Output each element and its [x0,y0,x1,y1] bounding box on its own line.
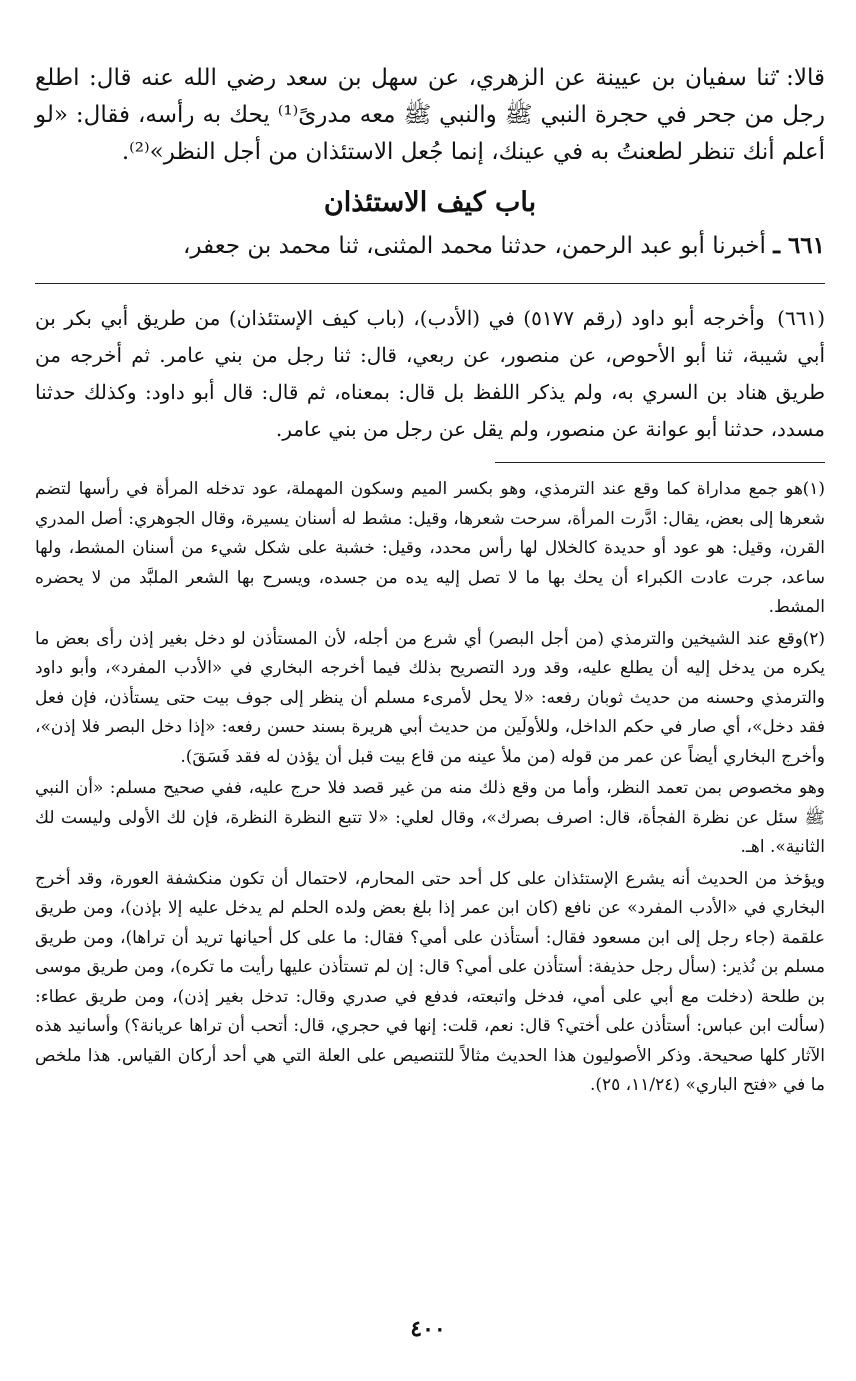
hadith-line [35,227,825,265]
footnote-1-text: هو جمع مداراة كما وقع عند الترمذي، وهو بكسر الميم وسكون المهملة، عود تدخله المرأة في رأسها لتضم شعرها إلى بعض، يقال: ادَّرت المرأة، سرحت شعرها، وقيل: مشط له أسنان يسيرة، وقال الجوهري: أصل المدري القرن، وقيل: هو عود أو حديدة كالخلال لها رأس محدد، وقيل: خشبة على شكل شيء من أسنان المشط، ولها ساعد، جرت عادت الكبراء أن يحك بها ما لا تصل إليه يده من جسده، ويسرح بها الشعر الملبَّد من لا يحضره المشط. [35,479,825,617]
chapter-title: باب كيف الاستئذان [323,187,537,218]
footnote-1-label: (١) [802,479,825,499]
section-divider [35,283,825,284]
footnote-2 [35,625,825,773]
footnote-2-text: وقع عند الشيخين والترمذي (من أجل البصر) أي شرع من أجله، لأن المستأذن لو دخل بغير إذن رأى بعض ما يكره من يدخل إليه أن يطلع عليه، وقد ورد التصريح بذلك فيما أخرجه البخاري في «الأدب المفرد»، وأبو داود والترمذي وحسنه من حديث ثوبان رفعه: «لا يحل لأمرىء مسلم أن ينظر إلى جوف بيت حتى يستأذن، فإن فعل فقد دخل»، أي صار في حكم الداخل، وللأولَين من حديث أبي هريرة بسند حسن رفعه: «إذا دخل البصر فلا إذن»، وأخرج البخاري أيضاً عن عمر من قوله (من ملأ عينه من قاع بيت قبل أن يؤذن له فقد فَسَقَ). [35,628,825,767]
hadith-text: أخبرنا أبو عبد الرحمن، حدثنا محمد المثنى، ثنا محمد بن جعفر، [182,233,766,259]
footnote-2-paragraph-2: وهو مخصوص بمن تعمد النظر، وأما من وقع ذلك منه من غير قصد فلا حرج عليه، ففي صحيح مسلم: «أن النبي ﷺ سئل عن نظرة الفجأة، قال: اصرف بصرك»، وقال لعلي: «لا تتبع النظرة النظرة، فإن لك الأولى وليست لك الثانية». اهـ. [35,778,825,857]
page-number: ٤٠٠ [410,1316,446,1342]
takhrij-note [35,300,825,448]
hadith-number: ٦٦١ ـ [773,232,825,259]
footnote-2-label: (٢) [802,628,825,649]
takhrij-text: وأخرجه أبو داود (رقم ٥١٧٧) في (الأدب)، (باب كيف الإستئذان) من طريق أبي بكر بن أبي شيبة، ثنا أبو الأحوص، عن منصور، عن ربعي، قال: ثنا رجل من بني عامر. ثم أخرجه من طريق هناد بن السري به، ولم يذكر اللفظ بل قال: بمعناه، ثم قال: قال أبو داود: وكذلك حدثنا مسدد، حدثنا أبو عوانة عن منصور، ولم يقل عن رجل من بني عامر. [35,306,825,441]
footnote-divider [495,462,825,463]
takhrij-ref-number: (٦٦١) [777,306,825,330]
footnote-2-paragraph-3: ويؤخذ من الحديث أنه يشرع الإستئذان على كل أحد حتى المحارم، لاحتمال أن تكون منكشفة العورة، وقد أخرج البخاري في «الأدب المفرد» عن نافع (كان ابن عمر إذا بلغ بعض ولده الحلم لم يدخل عليه إلا بإذن)، ومن طريق علقمة (جاء رجل إلى ابن مسعود فقال: أستأذن على أمي؟ فقال: ما على كل أحيانها تريد أن تراها)، ومن طريق مسلم بن نُذير: (سأل رجل حذيفة: أستأذن على أمي؟ قال: إن لم تستأذن عليها رأيت ما تكره)، ومن طريق موسى بن طلحة (دخلت مع أبي على أمي، فدخل واتبعته، فدفع في صدري وقال: تدخل بغير إذن)، ومن طريق عطاء: (سألت ابن عباس: أستأذن على أختي؟ قال: نعم، قلت: إنها في حجري، قال: أتحب أن تراها عريانة؟) وأسانيد هذه الآثار كلها صحيحة. وذكر الأصوليون هذا الحديث مثالاً للتنصيص على العلة التي هي أحد أركان القياس. هذا ملخص ما في «فتح الباري» (١١/٢٤، ٢٥). [35,868,825,1095]
footnote-1 [35,475,825,623]
footnote-divider-wrap [35,448,825,463]
book-page [35,60,825,1101]
footnotes [35,475,825,1101]
main-paragraph: قالا: ثنا سفيان بن عيينة عن الزهري، عن سهل بن سعد رضي الله عنه قال: اطلع رجل من جحر في حجرة النبي ﷺ والنبي ﷺ معه مدرىً⁽¹⁾ يحك به رأسه، فقال: «لو أعلم أنك تنظر لطعنتُ به في عينك، إنما جُعل الاستئذان من أجل النظر»⁽²⁾. [35,65,825,165]
